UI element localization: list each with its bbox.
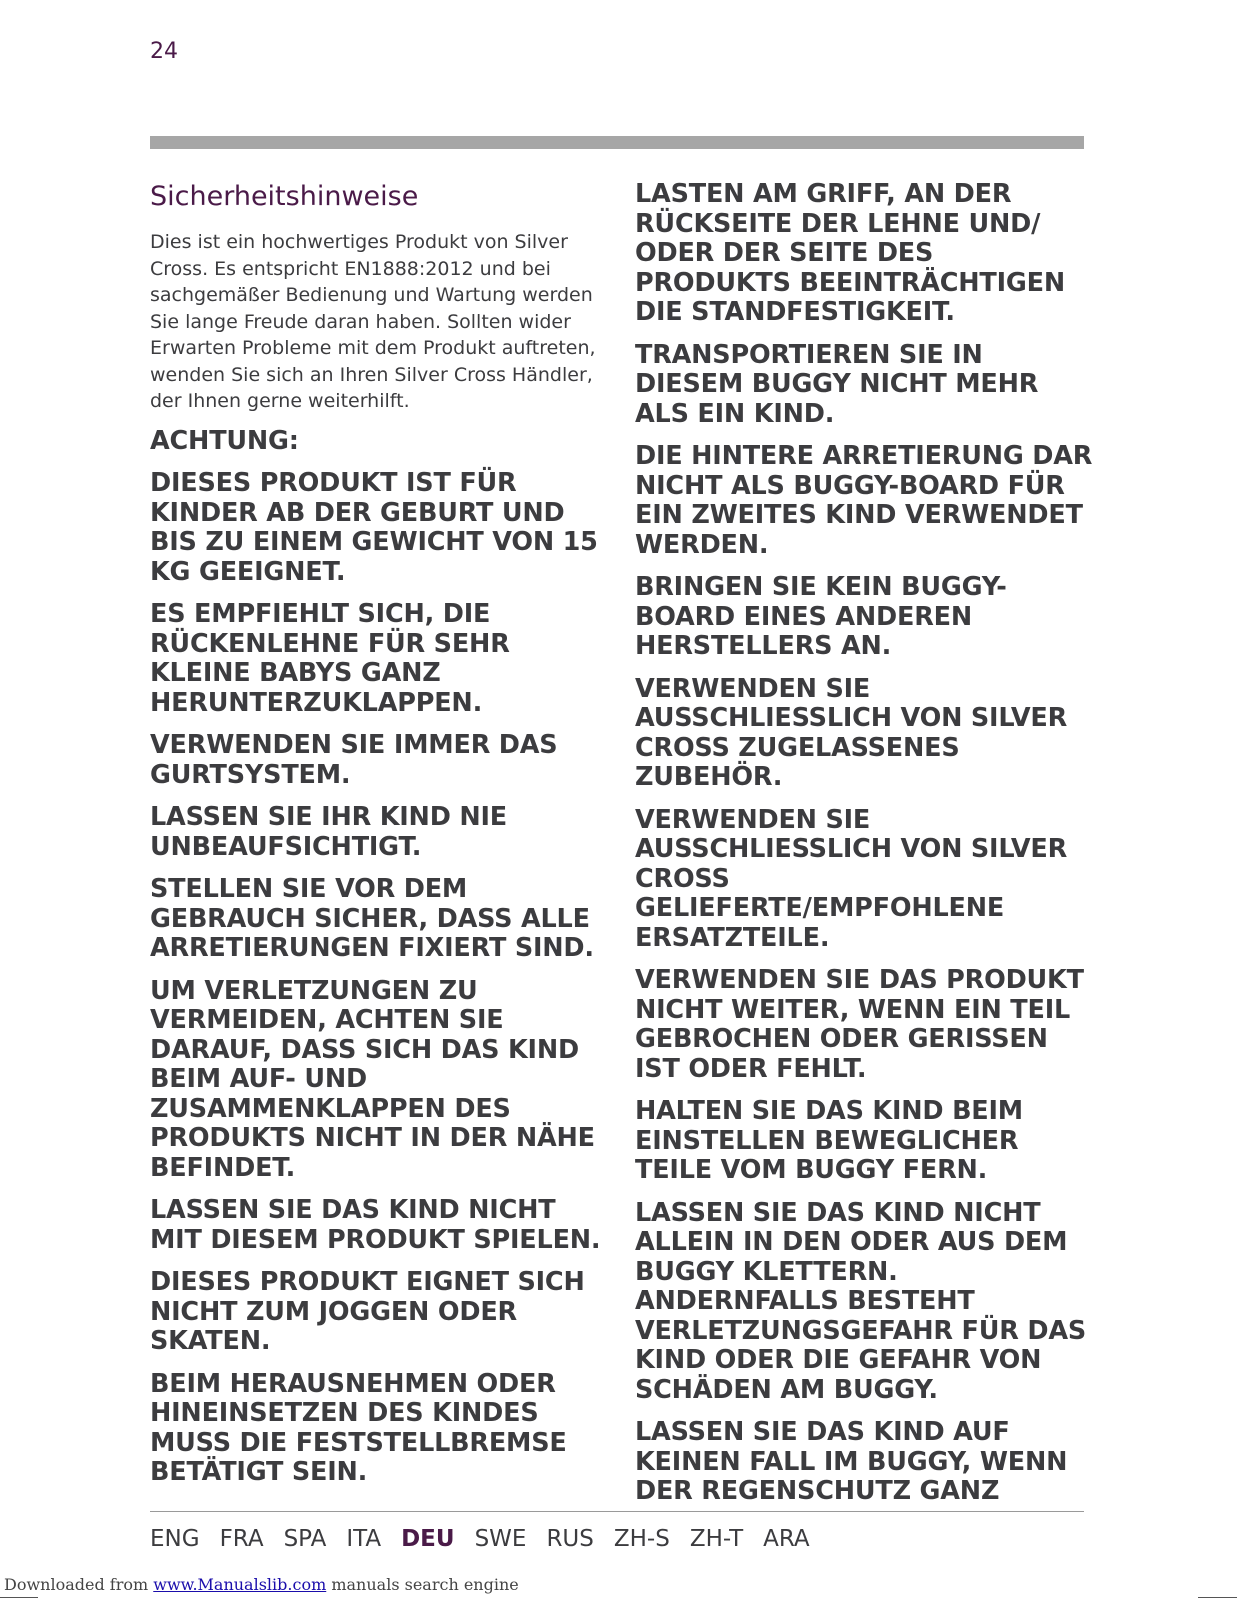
download-suffix: manuals search engine [326,1575,519,1594]
corner-mark-left [0,1597,38,1598]
language-link-rus[interactable]: RUS [546,1526,594,1552]
language-link-swe[interactable]: SWE [474,1526,527,1552]
warning-item: UM VERLETZUNGEN ZU VERMEIDEN, ACHTEN SIE DARAUF, DASS SICH DAS KIND BEIM AUF- UND ZUSAMMENKLAPPEN DES PRODUKTS NICHT IN DER NÄHE BEFINDET. [150,975,595,1183]
right-column [635,180,1095,1520]
language-link-ita[interactable]: ITA [346,1526,382,1552]
warning-item: LASSEN SIE DAS KIND NICHT MIT DIESEM PRODUKT SPIELEN. [150,1195,601,1255]
warning-item: BRINGEN SIE KEIN BUGGY- BOARD EINES ANDEREN HERSTELLERS AN. [635,572,1007,661]
warning-item: VERWENDEN SIE AUSSCHLIESSLICH VON SILVER CROSS ZUGELASSENES ZUBEHÖR. [635,673,1068,792]
language-link-eng[interactable]: ENG [150,1526,200,1552]
language-link-zh-t[interactable]: ZH-T [689,1526,744,1552]
warning-item: DIE HINTERE ARRETIERUNG DAR NICHT ALS BUGGY-BOARD FÜR EIN ZWEITES KIND VERWENDET WERDEN. [635,441,1093,560]
warning-item: LASTEN AM GRIFF, AN DER RÜCKSEITE DER LEHNE UND/ ODER DER SEITE DES PRODUKTS BEEINTRÄCHTIGEN DIE STANDFESTIGKEIT. [635,179,1065,327]
warning-item: LASSEN SIE IHR KIND NIE UNBEAUFSICHTIGT. [150,802,507,862]
language-link-zh-s[interactable]: ZH-S [613,1526,670,1552]
left-column [150,180,606,1501]
warning-item: LASSEN SIE DAS KIND NICHT ALLEIN IN DEN ODER AUS DEM BUGGY KLETTERN. ANDERNFALLS BESTEHT VERLETZUNGSGEFAHR FÜR DAS KIND ODER DIE GEFAHR VON SCHÄDEN AM BUGGY. [635,1197,1087,1405]
warning-item: LASSEN SIE DAS KIND AUF KEINEN FALL IM BUGGY, WENN DER REGENSCHUTZ GANZ [635,1417,1068,1506]
language-link-fra[interactable]: FRA [219,1526,264,1552]
warning-item: ES EMPFIEHLT SICH, DIE RÜCKENLEHNE FÜR SEHR KLEINE BABYS GANZ HERUNTERZUKLAPPEN. [150,599,510,718]
manualslib-link[interactable]: www.Manualslib.com [153,1575,327,1594]
language-link-deu[interactable]: DEU [401,1526,455,1552]
warnings-list-right [635,180,1095,1507]
warning-item: HALTEN SIE DAS KIND BEIM EINSTELLEN BEWEGLICHER TEILE VOM BUGGY FERN. [635,1096,1023,1185]
language-link-ara[interactable]: ARA [763,1526,810,1552]
download-prefix: Downloaded from [4,1575,154,1594]
warning-item: VERWENDEN SIE IMMER DAS GURTSYSTEM. [150,730,558,790]
warning-item: DIESES PRODUKT IST FÜR KINDER AB DER GEBURT UND BIS ZU EINEM GEWICHT VON 15 KG GEEIGNET. [150,468,598,587]
warning-item: VERWENDEN SIE AUSSCHLIESSLICH VON SILVER CROSS GELIEFERTE/EMPFOHLENE ERSATZTEILE. [635,804,1068,953]
language-link-spa[interactable]: SPA [283,1526,327,1552]
download-source [4,1575,519,1595]
bottom-divider [150,1511,1084,1512]
warning-item: BEIM HERAUSNEHMEN ODER HINEINSETZEN DES KINDES MUSS DIE FESTSTELLBREMSE BETÄTIGT SEIN. [150,1368,567,1487]
section-title: Sicherheitshinweise [150,181,419,212]
warnings-list-left [150,469,606,1488]
corner-mark-right [1198,1597,1237,1598]
intro-paragraph: Dies ist ein hochwertiges Produkt von Silver Cross. Es entspricht EN1888:2012 und bei sachgemäßer Bedienung und Wartung werden Sie lange Freude daran haben. Sollten wider Erwarten Probleme mit dem Produkt auftreten, wenden Sie sich an Ihren Silver Cross Händler, der Ihnen gerne weiterhilft. [150,231,596,412]
warning-heading: ACHTUNG: [150,425,299,456]
warning-item: DIESES PRODUKT EIGNET SICH NICHT ZUM JOGGEN ODER SKATEN. [150,1267,585,1356]
warning-item: TRANSPORTIEREN SIE IN DIESEM BUGGY NICHT MEHR ALS EIN KIND. [635,339,1039,429]
page-number: 24 [150,39,178,64]
language-nav [150,1524,810,1554]
warning-item: VERWENDEN SIE DAS PRODUKT NICHT WEITER, WENN EIN TEIL GEBROCHEN ODER GERISSEN IST ODER FEHLT. [635,965,1084,1084]
warning-item: STELLEN SIE VOR DEM GEBRAUCH SICHER, DASS ALLE ARRETIERUNGEN FIXIERT SIND. [150,874,594,963]
top-divider [150,136,1084,149]
